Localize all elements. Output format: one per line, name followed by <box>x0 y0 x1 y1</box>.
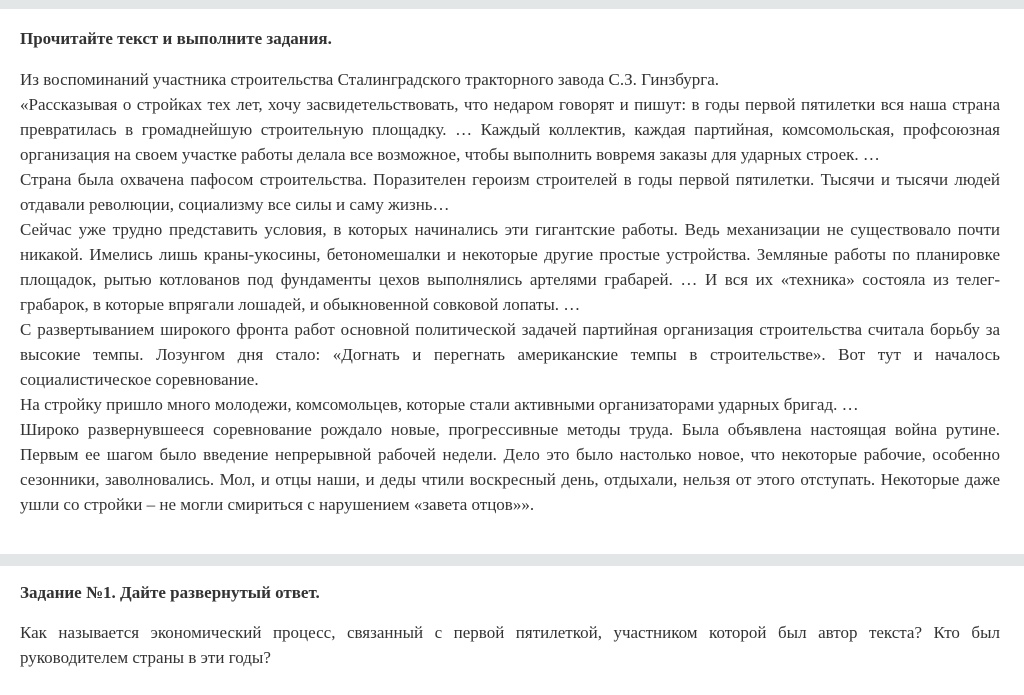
text-paragraph: С развертыванием широкого фронта работ основной политической задачей партийная организация строительства считала борьбу за высокие темпы. Лозунгом дня стало: «Догнать и перегнать американские темпы в строительстве». Вот тут и началось социалистическое соревнование. <box>20 320 1000 389</box>
text-paragraph: Из воспоминаний участника строительства Сталинградского тракторного завода С.З. Гинзбурга. <box>20 70 720 89</box>
reading-card <box>0 9 1024 554</box>
task-heading: Задание №1. Дайте развернутый ответ. <box>20 583 320 602</box>
task-card <box>0 566 1024 695</box>
text-paragraph: Широко развернувшееся соревнование рождало новые, прогрессивные методы труда. Была объявлена настоящая война рутине. Первым ее шагом было введение непрерывной рабочей недели. Дело это было настолько новое, что некоторые рабочие, особенно сезонники, заволновались. Мол, и отцы наши, и деды чтили воскресный день, отдыхали, нельзя от этого отступать. Некоторые даже ушли со стройки – не могли смириться с нарушением «завета отцов»». <box>20 420 1000 514</box>
text-paragraph: «Рассказывая о стройках тех лет, хочу засвидетельствовать, что недаром говорят и пишут: в годы первой пятилетки вся наша страна превратилась в громаднейшую строительную площадку. … Каждый коллектив, каждая партийная, комсомольская, профсоюзная организация на своем участке работы делала все возможное, чтобы выполнить вовремя заказы для ударных строек. … <box>20 95 1000 164</box>
reading-text <box>20 67 1000 517</box>
text-paragraph: Страна была охвачена пафосом строительства. Поразителен героизм строителей в годы первой пятилетки. Тысячи и тысячи людей отдавали революции, социализму все силы и саму жизнь… <box>20 170 1000 214</box>
reading-heading: Прочитайте текст и выполните задания. <box>20 29 332 48</box>
task-question: Как называется экономический процесс, связанный с первой пятилеткой, участником которой был автор текста? Кто был руководителем страны в эти годы? <box>20 623 1000 667</box>
text-paragraph: Сейчас уже трудно представить условия, в которых начинались эти гигантские работы. Ведь механизации не существовало почти никакой. Имелись лишь краны-укосины, бетономешалки и некоторые другие простые устройства. Земляные работы по планировке площадок, рытью котлованов под фундаменты цехов выполнялись артелями грабарей. … И вся их «техника» состояла из телег-грабарок, в которые впрягали лошадей, и обыкновенной совковой лопаты. … <box>20 220 1000 314</box>
text-paragraph: На стройку пришло много молодежи, комсомольцев, которые стали активными организаторами ударных бригад. … <box>20 395 859 414</box>
